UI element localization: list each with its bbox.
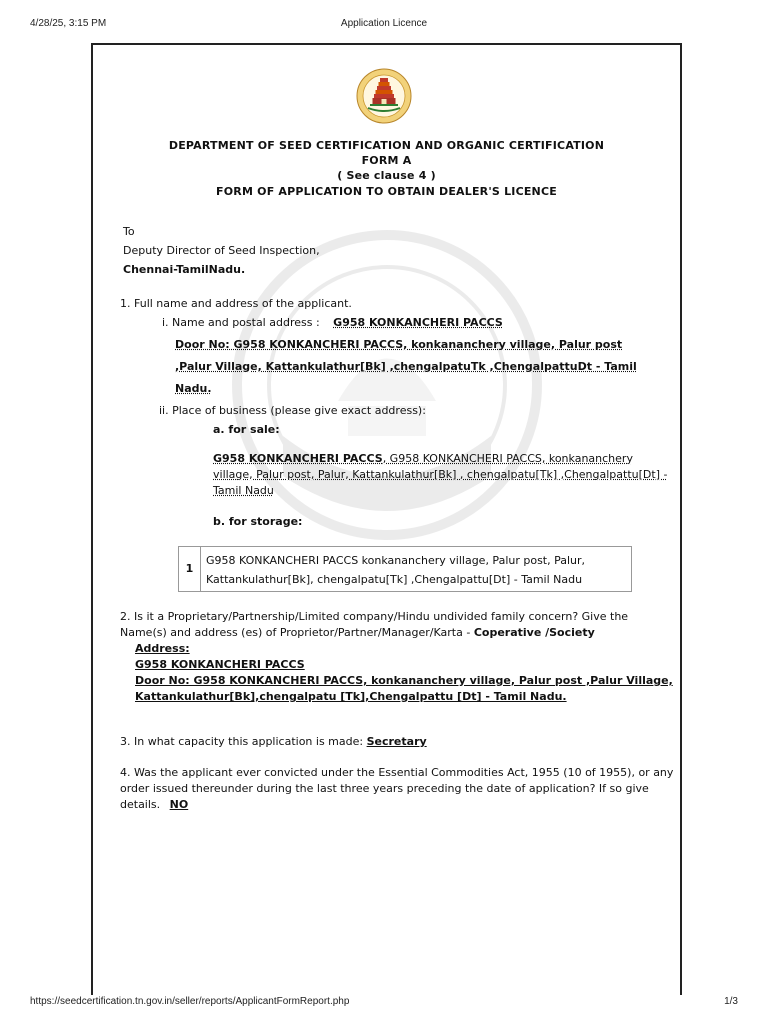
sale-address: [213, 451, 673, 499]
addressee-place: Chennai-TamilNadu.: [123, 263, 246, 276]
q3-question: 3. In what capacity this application is made:: [120, 735, 367, 748]
sale-name: G958 KONKANCHERI PACCS: [213, 452, 383, 465]
q1-i-label: i. Name and postal address :: [162, 316, 320, 329]
q1-i-name: G958 KONKANCHERI PACCS: [333, 316, 503, 329]
q2-question: 2. Is it a Proprietary/Partnership/Limited company/Hindu undivided family concern? Give the Name(s) and address (es) of Proprietor/Partner/Manager/Karta -: [120, 610, 629, 639]
storage-table: [178, 546, 632, 592]
q1-i-address-line3: Nadu.: [175, 382, 212, 395]
q2-question-line: [120, 609, 675, 641]
q4-block: [120, 765, 675, 813]
form-purpose-title: FORM OF APPLICATION TO OBTAIN DEALER'S LICENCE: [216, 185, 557, 198]
q4-question: 4. Was the applicant ever convicted under the Essential Commodities Act, 1955 (10 of 1955), or any order issued thereunder during the last three years preceding the date of application? If so give details.: [120, 766, 674, 811]
q3-answer: Secretary: [366, 735, 427, 748]
q2-name: G958 KONKANCHERI PACCS: [135, 658, 305, 671]
q1-i-address-line1: Door No: G958 KONKANCHERI PACCS, konkananchery village, Palur post: [175, 338, 623, 351]
addressee-to: To: [123, 225, 135, 238]
government-emblem-icon: [356, 68, 412, 124]
q2-address-label: Address:: [135, 642, 190, 655]
q3-row: [120, 734, 427, 749]
q2-block: [120, 609, 675, 705]
storage-label: b. for storage:: [213, 515, 303, 528]
q2-address: Door No: G958 KONKANCHERI PACCS, konkananchery village, Palur post ,Palur Village, Kattankulathur[Bk],chengalpatu [Tk],Chengalpattu [Dt] - Tamil Nadu.: [135, 674, 673, 703]
storage-row-number: 1: [179, 547, 201, 591]
department-title: DEPARTMENT OF SEED CERTIFICATION AND ORGANIC CERTIFICATION: [168, 139, 605, 152]
print-title: Application Licence: [340, 18, 428, 29]
clause-reference: ( See clause 4 ): [337, 169, 436, 182]
q4-text: [120, 765, 675, 813]
sale-address-text: , G958 KONKANCHERI PACCS, konkananchery village, Palur post, Palur, Kattankulathur[Bk] , chengalpatu[Tk] ,Chengalpattu[Dt] - Tamil Nadu: [213, 452, 668, 497]
q1-ii-label: ii. Place of business (please give exact address):: [159, 404, 426, 417]
form-title: FORM A: [361, 154, 412, 167]
print-datetime: 4/28/25, 3:15 PM: [30, 18, 107, 29]
print-url: https://seedcertification.tn.gov.in/seller/reports/ApplicantFormReport.php: [30, 996, 350, 1007]
print-page-number: 1/3: [724, 996, 738, 1007]
q4-answer: NO: [169, 798, 189, 811]
addressee-designation: Deputy Director of Seed Inspection,: [123, 244, 320, 257]
sale-label: a. for sale:: [213, 423, 280, 436]
q2-entity-type: Coperative /Society: [473, 626, 595, 639]
q1-i-address-line2: ,Palur Village, Kattankulathur[Bk] ,chengalpatuTk ,ChengalpattuDt - Tamil: [175, 360, 637, 373]
storage-row-address: G958 KONKANCHERI PACCS konkananchery village, Palur post, Palur, Kattankulathur[Bk], chengalpatu[Tk] ,Chengalpattu[Dt] - Tamil Nadu: [206, 554, 586, 586]
q1-label: 1. Full name and address of the applicant.: [120, 297, 352, 310]
q1-i-row: [162, 315, 503, 330]
